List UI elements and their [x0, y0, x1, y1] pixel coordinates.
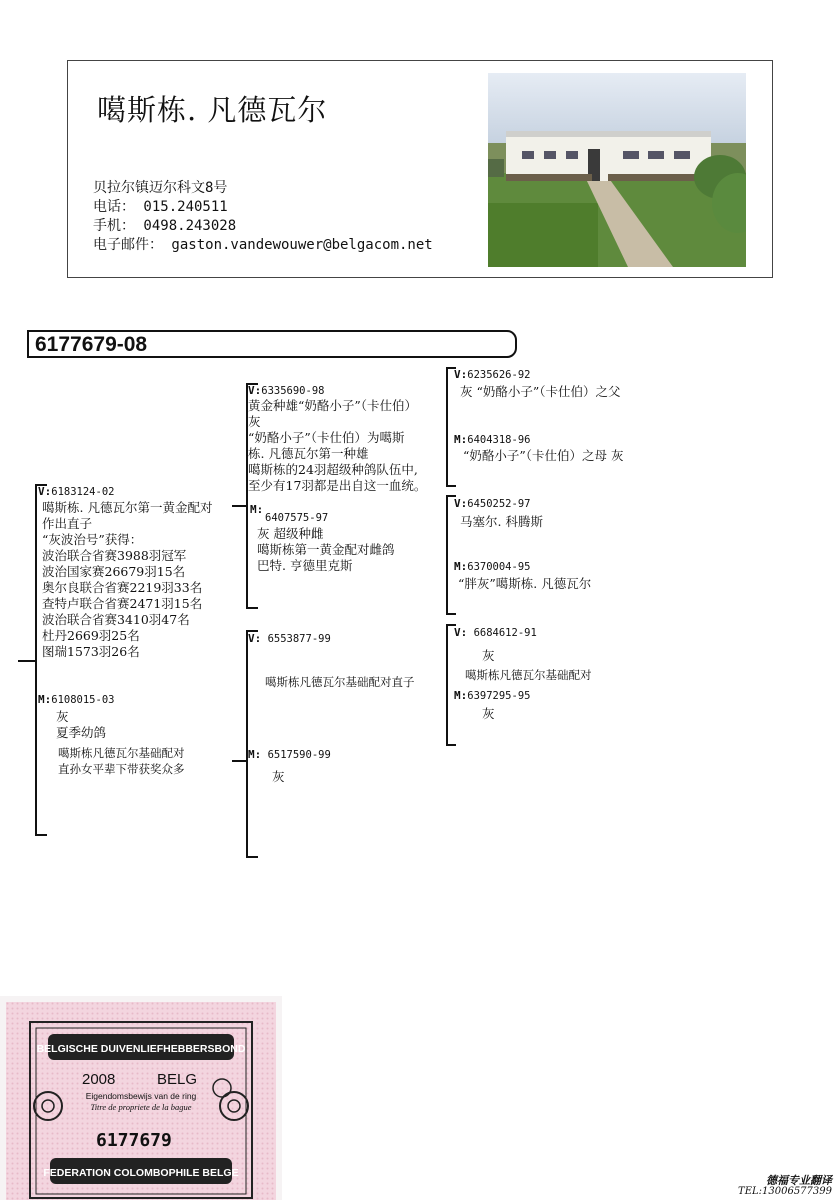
ff-line: 灰	[248, 414, 261, 429]
gen2-father-bracket-bottom	[246, 607, 258, 609]
mm-line: 灰	[272, 769, 285, 784]
father-line: 奥尔良联合省赛2219羽33名	[42, 580, 203, 595]
ff-line: 黄金种雄“奶酪小子”（卡仕伯）	[248, 398, 418, 413]
mff-ring-number: 6684612-91	[473, 627, 537, 639]
fm-details	[257, 526, 395, 574]
father-line: 波治国家赛26679羽15名	[42, 564, 186, 579]
fm-label-text: M:	[250, 503, 264, 516]
mother-note: 直孙女平辈下带获奖众多	[58, 762, 185, 776]
gen2-mother-connector	[232, 760, 248, 762]
father-label: V:	[38, 485, 52, 498]
mother-ring-number: 6108015-03	[51, 694, 115, 706]
mother-label: M:	[38, 693, 52, 706]
father-line: 查特卢联合省赛2471羽15名	[42, 596, 203, 611]
fm-label	[250, 503, 263, 516]
ff-line: 至少有17羽都是出自这一血统。	[248, 478, 427, 493]
father-line: 图瑞1573羽26名	[42, 644, 140, 659]
mf-ring	[248, 632, 331, 645]
gen3-fm-bracket	[446, 495, 448, 615]
father-ring-number: 6183124-02	[51, 486, 115, 498]
fmm-label: M:	[454, 560, 468, 573]
fmm-line: “胖灰”噶斯栋. 凡德瓦尔	[458, 576, 592, 591]
ffm-line: “奶酪小子”（卡仕伯）之母 灰	[463, 448, 624, 463]
mfm-ring-number: 6397295-95	[467, 690, 531, 702]
mff-line: 噶斯栋凡德瓦尔基础配对	[465, 668, 592, 682]
mm-details	[272, 769, 285, 785]
ffm-label: M:	[454, 433, 468, 446]
mother-line: 夏季幼鸽	[56, 725, 107, 740]
breeder-mobile: 手机： 0498.243028	[93, 218, 237, 234]
fmf-line: 马塞尔. 科腾斯	[460, 514, 543, 529]
father-line: 噶斯栋. 凡德瓦尔第一黄金配对	[42, 500, 213, 515]
fmf-ring	[454, 497, 530, 510]
certificate-year: 2008	[82, 1071, 116, 1088]
mf-label: V:	[248, 632, 262, 645]
fm-line: 灰 超级种雌	[257, 526, 324, 541]
gen3-mf-bracket-bottom	[446, 744, 456, 746]
ff-label: V:	[248, 384, 262, 397]
father-details	[42, 500, 212, 660]
certificate-subtitle-nl: Eigendomsbewijs van de ring	[85, 1091, 197, 1101]
breeder-email: 电子邮件： gaston.vandewouwer@belgacom.net	[93, 237, 433, 253]
certificate-top-band: BELGISCHE DUIVENLIEFHEBBERSBOND	[36, 1043, 246, 1055]
mff-line: 灰	[482, 648, 495, 663]
father-line: 杜丹2669羽25名	[42, 628, 140, 643]
breeder-address: 贝拉尔镇迈尔科文8号	[93, 180, 228, 196]
fmm-details	[458, 576, 591, 592]
mff-details-grey	[482, 648, 495, 664]
ring-number-banner	[27, 330, 517, 358]
ff-line: 栋. 凡德瓦尔第一种雄	[248, 446, 369, 461]
ff-line: “奶酪小子”（卡仕伯）为噶斯	[248, 430, 405, 445]
fmf-label: V:	[454, 497, 468, 510]
ff-details	[248, 398, 426, 494]
fff-ring-number: 6235626-92	[467, 369, 531, 381]
certificate-subtitle-fr: Titre de propriete de la bague	[90, 1102, 192, 1112]
father-ring	[38, 485, 114, 498]
certificate-country: BELG	[157, 1071, 198, 1088]
mother-note: 噶斯栋凡德瓦尔基础配对	[58, 746, 185, 760]
gen2-mother-bracket	[246, 630, 248, 858]
translator-tel: TEL:13006577399	[738, 1186, 832, 1197]
mf-line: 噶斯栋凡德瓦尔基础配对直子	[265, 675, 415, 689]
loft-photo	[488, 73, 746, 267]
fm-ring: 6407575-97	[265, 512, 329, 524]
mf-ring-number: 6553877-99	[267, 633, 331, 645]
translator-credit: 德福专业翻译	[766, 1174, 832, 1187]
ffm-ring-number: 6404318-96	[467, 434, 531, 446]
mother-line: 灰	[56, 709, 69, 724]
mm-label: M:	[248, 748, 262, 761]
mm-ring-number: 6517590-99	[267, 749, 331, 761]
fff-line: 灰 “奶酪小子”（卡仕伯）之父	[460, 384, 621, 399]
ring-certificate	[0, 996, 282, 1200]
ff-line: 噶斯栋的24羽超级种鸽队伍中,	[248, 462, 418, 477]
father-line: 波治联合省赛3410羽47名	[42, 612, 190, 627]
certificate-number: 6177679	[96, 1130, 172, 1151]
mf-details	[265, 674, 415, 690]
ffm-ring	[454, 433, 530, 446]
mff-label: V:	[454, 626, 468, 639]
fmm-ring-number: 6370004-95	[467, 561, 531, 573]
ff-ring-number: 6335690-98	[261, 385, 325, 397]
certificate-bottom-band: FEDERATION COLOMBOPHILE BELGE	[43, 1167, 239, 1179]
mfm-ring	[454, 689, 530, 702]
fff-label: V:	[454, 368, 468, 381]
fmf-ring-number: 6450252-97	[467, 498, 531, 510]
mother-details	[56, 709, 106, 741]
mother-ring	[38, 693, 114, 706]
gen1-connector	[18, 660, 36, 662]
gen1-bracket-bottom	[35, 834, 47, 836]
breeder-name: 噶斯栋. 凡德瓦尔	[97, 93, 328, 127]
gen3-fm-bracket-bottom	[446, 613, 456, 615]
gen3-ff-bracket-bottom	[446, 485, 456, 487]
fmf-details	[460, 514, 543, 530]
mother-notes	[58, 745, 185, 777]
gen2-father-connector	[232, 505, 248, 507]
fm-line: 噶斯栋第一黄金配对雌鸽	[257, 542, 395, 557]
gen3-ff-bracket	[446, 367, 448, 487]
father-line: “灰波治号”获得：	[42, 532, 143, 547]
mfm-line: 灰	[482, 706, 495, 721]
gen2-mother-bracket-bottom	[246, 856, 258, 858]
father-line: 作出直子	[42, 516, 93, 531]
fff-ring	[454, 368, 530, 381]
ff-ring	[248, 384, 324, 397]
mfm-label: M:	[454, 689, 468, 702]
ring-number: 6177679-08	[35, 333, 148, 356]
gen3-mf-bracket	[446, 624, 448, 746]
mff-ring	[454, 626, 537, 639]
fmm-ring	[454, 560, 530, 573]
father-line: 波治联合省赛3988羽冠军	[42, 548, 187, 563]
ffm-details	[463, 448, 624, 464]
breeder-phone: 电话： 015.240511	[93, 199, 228, 215]
fff-details	[460, 384, 621, 400]
mfm-details	[482, 706, 495, 722]
mm-ring	[248, 748, 331, 761]
fm-line: 巴特. 亨德里克斯	[257, 558, 353, 573]
mff-details	[465, 667, 592, 683]
